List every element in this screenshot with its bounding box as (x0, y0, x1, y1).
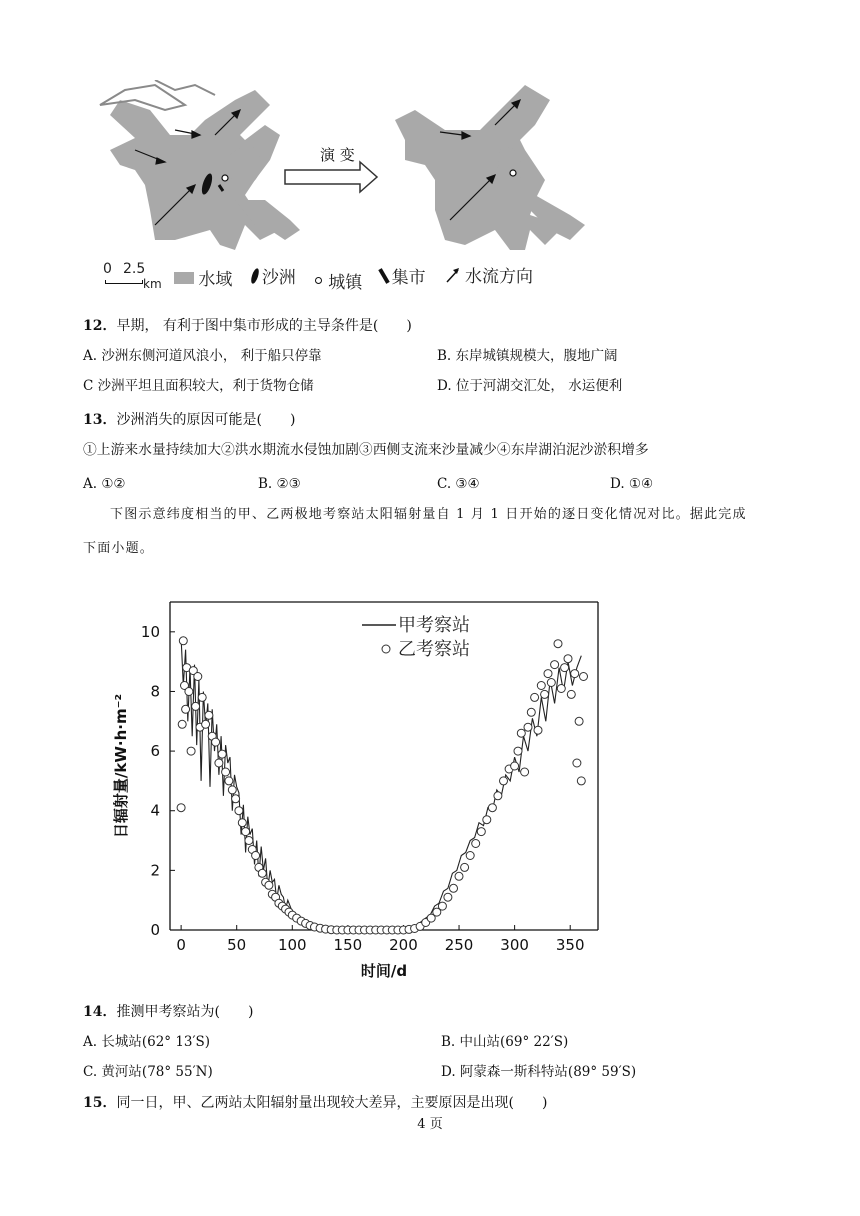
later-stage-map (395, 85, 585, 250)
station-yi-point (534, 726, 542, 734)
x-tick-label: 250 (444, 936, 474, 954)
station-yi-point (455, 872, 463, 880)
station-yi-point (245, 837, 253, 845)
station-yi-point (517, 729, 525, 737)
station-yi-point (177, 804, 185, 812)
market-icon (378, 268, 389, 284)
y-tick-label: 2 (150, 861, 160, 880)
station-yi-point (228, 786, 236, 794)
station-yi-point (477, 828, 485, 836)
y-tick-label: 6 (150, 742, 160, 761)
y-axis-label: 日辐射量/kW·h·m⁻² (112, 693, 130, 839)
q14-option-a[interactable]: A. 长城站(62° 13′S) (83, 1034, 211, 1050)
station-yi-point (242, 828, 250, 836)
station-yi-point (235, 807, 243, 815)
map-legend (103, 262, 623, 292)
station-jia-line (181, 638, 581, 930)
station-yi-point (573, 759, 581, 767)
x-tick-label: 50 (227, 936, 247, 954)
x-tick-label: 200 (389, 936, 418, 954)
question-text: 同一日，甲、乙两站太阳辐射量出现较大差异，主要原因是出现( ) (116, 1095, 548, 1111)
question-13 (83, 410, 295, 430)
chart-intro-line-2: 下面小题。 (83, 541, 155, 556)
question-15 (83, 1093, 547, 1113)
evolution-label: 演 变 (320, 146, 355, 164)
station-yi-point (488, 804, 496, 812)
x-tick-label: 0 (176, 936, 186, 954)
legend-label-jia: 甲考察站 (398, 615, 470, 636)
chart-intro-line-1: 下图示意纬度相当的甲、乙两极地考察站太阳辐射量自 1 月 1 日开始的逐日变化情况对比。据此完成 (110, 507, 747, 522)
q12-option-a[interactable]: A. 沙洲东侧河道风浪小， 利于船只停靠 (83, 348, 322, 364)
station-yi-point (232, 795, 240, 803)
station-yi-point (524, 723, 532, 731)
y-tick-label: 0 (150, 921, 160, 939)
station-yi-point (554, 640, 562, 648)
station-yi-point (561, 664, 569, 672)
q12-option-b[interactable]: B. 东岸城镇规模大，腹地广阔 (437, 348, 618, 364)
station-yi-point (182, 705, 190, 713)
scale-unit: km (143, 276, 162, 291)
station-yi-point (222, 768, 230, 776)
q12-option-c[interactable]: C 沙洲平坦且面积较大，利于货物仓储 (83, 378, 314, 394)
station-yi-point (179, 637, 187, 645)
water-area-swatch (174, 272, 194, 284)
radiation-chart-svg (100, 590, 620, 990)
station-yi-point (218, 750, 226, 758)
station-yi-point (511, 762, 519, 770)
station-yi-point (198, 693, 206, 701)
q13-option-a[interactable]: A. ①② (83, 476, 126, 492)
station-yi-point (521, 768, 529, 776)
scale-value: 2.5 (123, 260, 146, 277)
station-yi-point (178, 720, 186, 728)
station-yi-point (192, 702, 200, 710)
question-14 (83, 1002, 253, 1022)
station-yi-point (215, 759, 223, 767)
legend-label-yi: 乙考察站 (398, 639, 470, 660)
station-yi-point (547, 679, 555, 687)
q14-option-c[interactable]: C. 黄河站(78° 55′N) (83, 1064, 213, 1080)
station-yi-point (551, 661, 559, 669)
legend-market: 集市 (382, 263, 426, 288)
q13-statement: ①上游来水量持续加大②洪水期流水侵蚀加剧③西侧支流来沙量减少④东岸湖泊泥沙淤积增多 (83, 442, 649, 458)
station-yi-point (575, 717, 583, 725)
station-yi-point (531, 693, 539, 701)
station-yi-point (472, 840, 480, 848)
station-yi-point (212, 738, 220, 746)
sandbar-icon (249, 267, 260, 284)
q12-option-d[interactable]: D. 位于河湖交汇处， 水运便利 (437, 378, 623, 394)
station-yi-point (225, 777, 233, 785)
station-yi-point (541, 690, 549, 698)
station-yi-point (567, 690, 575, 698)
station-yi-point (514, 747, 522, 755)
question-number: 14． (83, 1004, 117, 1020)
station-yi-point (265, 881, 273, 889)
question-number: 12． (83, 318, 117, 334)
legend-sandbar: 沙洲 (252, 263, 296, 288)
x-tick-label: 150 (333, 936, 363, 954)
question-text: 沙洲消失的原因可能是( ) (116, 412, 296, 428)
evolution-arrow (285, 162, 377, 192)
station-yi-point (544, 670, 552, 678)
station-yi-point (580, 673, 588, 681)
q13-option-c[interactable]: C. ③④ (437, 476, 480, 492)
q14-option-d[interactable]: D. 阿蒙森一斯科特站(89° 59′S) (441, 1064, 637, 1080)
river-evolution-map (95, 80, 605, 260)
x-tick-label: 350 (555, 936, 585, 954)
station-yi-point (494, 792, 502, 800)
station-yi-point (194, 673, 202, 681)
station-yi-point (444, 893, 452, 901)
x-tick-label: 100 (277, 936, 307, 954)
station-yi-point (500, 777, 508, 785)
flow-arrow-icon (445, 266, 461, 284)
page-number: 4 页 (417, 1117, 443, 1132)
town-circle-icon (315, 277, 322, 284)
x-axis-label: 时间/d (360, 962, 408, 980)
scale-zero: 0 (103, 260, 112, 277)
x-tick-label: 300 (500, 936, 529, 954)
station-yi-point (461, 863, 469, 871)
y-tick-label: 4 (150, 801, 160, 820)
q13-option-d[interactable]: D. ①④ (610, 476, 654, 492)
station-yi-point (258, 869, 266, 877)
legend-point-swatch (382, 645, 390, 653)
map-drawing (95, 80, 605, 260)
question-12 (83, 316, 412, 336)
legend-water: 水域 (174, 265, 232, 290)
station-yi-point (577, 777, 585, 785)
early-stage-map (100, 80, 300, 250)
station-yi-point (466, 852, 474, 860)
station-yi-point (185, 688, 193, 696)
question-number: 13． (83, 412, 117, 428)
legend-town: 城镇 (315, 268, 362, 293)
station-yi-point (238, 819, 246, 827)
y-tick-label: 8 (150, 682, 160, 701)
station-yi-point (187, 747, 195, 755)
station-yi-point (537, 682, 545, 690)
legend-flow: 水流方向 (445, 262, 533, 287)
station-yi-point (483, 816, 491, 824)
question-text: 早期， 有利于图中集市形成的主导条件是( ) (116, 318, 412, 334)
q14-option-b[interactable]: B. 中山站(69° 22′S) (441, 1034, 569, 1050)
q13-option-b[interactable]: B. ②③ (258, 476, 301, 492)
scale-bar (103, 260, 162, 293)
station-yi-point (571, 670, 579, 678)
station-yi-point (527, 708, 535, 716)
station-yi-point (564, 655, 572, 663)
station-yi-point (557, 685, 565, 693)
y-tick-label: 10 (140, 622, 160, 641)
radiation-chart (100, 590, 620, 990)
station-yi-point (438, 902, 446, 910)
station-yi-point (450, 884, 458, 892)
station-yi-point (205, 711, 213, 719)
station-yi-point (252, 852, 260, 860)
station-yi-point (202, 720, 210, 728)
question-text: 推测甲考察站为( ) (116, 1004, 254, 1020)
question-number: 15． (83, 1095, 117, 1111)
